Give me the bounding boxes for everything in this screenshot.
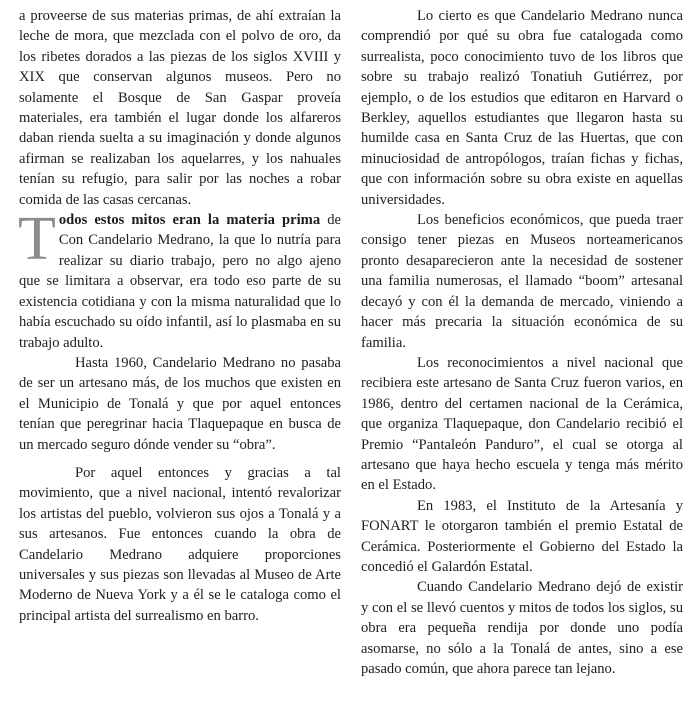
right-paragraph-1: Lo cierto es que Candelario Medrano nunca comprendió por qué su obra fue catalogada como surrealista, poco conocimiento tuvo de los libros que sobre su trabajo realizó Tonatiuh Gutiérrez, por ejemplo, o de los estudios que editaron en Harvard o Berkley, aquellos estudiantes que llegaron hasta su humilde casa en Santa Cruz de las Huertas, que con minuciosidad de antropólogos, traían fichas y fichas, que con información sobre su obra existe en aquellas universidades. [361,8,683,208]
paragraph-2-rest: de Con Candelario Medrano, la que lo nutría para realizar su diario trabajo, pero no algo ajeno que se limitara a observar, era todo eso parte de su existencia cotidiana y con la misma naturalidad que lo había escuchado su oído infantil, así lo plasmaba en su trabajo adulto. [19,212,341,351]
left-paragraph-2 [18,205,341,353]
right-paragraph-5: Cuando Candelario Medrano dejó de existir y con el se llevó cuentos y mitos de todos los siglos, su obra era pequeña rendija por donde uno podía asomarse, no sólo a la Tonalá de antes, sino a ese pasado común, que ahora parece tan lejano. [361,579,683,677]
drop-cap-letter: T [18,205,56,274]
left-column [19,6,341,626]
right-paragraph-3: Los reconocimientos a nivel nacional que recibiera este artesano de Santa Cruz fueron varios, en 1986, dentro del certamen nacional de la Cerámica, que organiza Tlaquepaque, don Candelario recibió el Premio “Pantaleón Panduro”, el cual se otorga al artesano que haya hecho escuela y tenga más mérito en el Estado. [361,354,683,494]
left-paragraph-1: a proveerse de sus materias primas, de ahí extraían la leche de mora, que mezclada con el polvo de oro, da los ribetes dorados a las piezas de los siglos XVIII y XIX que conservan algunos museos. Pero no solamente el Bosque de San Gaspar proveía materiales, era también el lugar donde los alfareros daban rienda suelta a su imaginación y donde algunos afirman se realizaban los aquelarres, y los nahuales tenían su refugio, para salir por las noches a robar comida de las casas cercanas. [19,8,341,208]
right-paragraph-4: En 1983, el Instituto de la Artesanía y FONART le otorgaron también el premio Estatal de Cerámica. Posteriormente el Gobierno del Estado la concedió el Galardón Estatal. [361,497,683,575]
left-paragraph-4: Por aquel entonces y gracias a tal movimiento, que a nivel nacional, intentó revalorizar los artistas del pueblo, volvieron sus ojos a Tonalá y a sus artesanos. Fue entonces cuando la obra de Candelario Medrano adquiere proporciones universales y sus piezas son llevadas al Museo de Arte Moderno de Nueva York y a él se le cataloga como el principal artista del surrealismo en barro. [19,464,341,624]
left-paragraph-3: Hasta 1960, Candelario Medrano no pasaba de ser un artesano más, de los muchos que existen en el Municipio de Tonalá y que por aquel entonces tenían que peregrinar hacia Tlaquepaque en busca de un mercado seguro dónde vender su “obra”. [19,354,341,453]
right-column [361,6,683,679]
paragraph-lead-bold: odos estos mitos eran la materia prima [58,212,321,229]
right-paragraph-2: Los beneficios económicos, que pueda traer consigo tener piezas en Museos norteamericanos pronto desaparecieron ante la necesidad de sostener una familia numerosas, el llamado “boom” artesanal decayó y con él la demanda de mercado, viniendo a hacer más precaria la situación económica de su familia. [361,212,683,351]
